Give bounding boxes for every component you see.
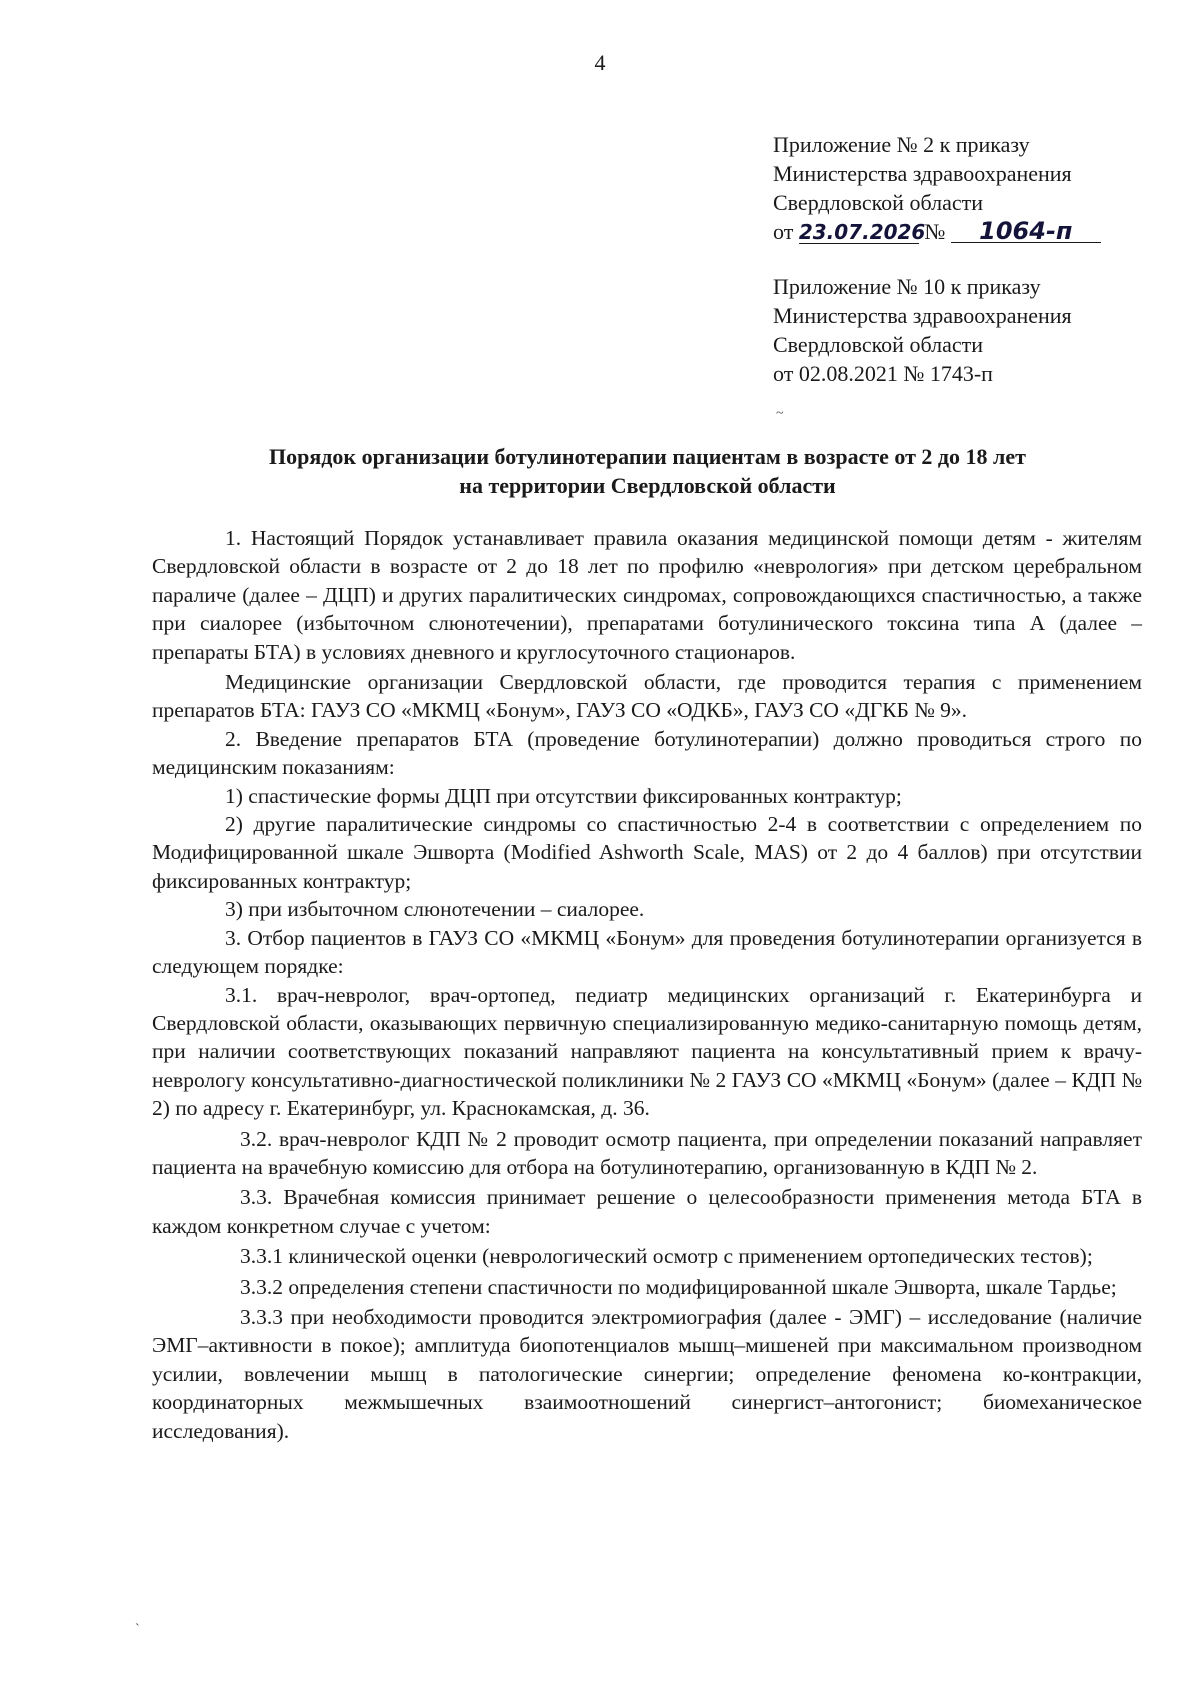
paragraph-2-item-2: 2) другие паралитические синдромы со спастичностью 2-4 в соответствии с определением по Модифицированной шкале Эшворта (Modified Ashworth Scale, MAS) от 2 до 4 баллов) при отсутствии фиксированных контрактур; [152, 812, 1142, 893]
paragraph-2-item-1: 1) спастические формы ДЦП при отсутствии фиксированных контрактур; [225, 783, 902, 808]
document-body [152, 524, 1142, 1445]
scan-speck: ~ [776, 406, 784, 421]
scan-speck: ` [135, 1622, 140, 1637]
appendix-original-order [773, 272, 1072, 388]
paragraph-organizations: Медицинские организации Свердловской области, где проводится терапия с применением препаратов БТА: ГАУЗ СО «МКМЦ «Бонум», ГАУЗ СО «ОДКБ», ГАУЗ СО «ДГКБ № 9». [152, 670, 1142, 723]
title-line2: на территории Свердловской области [459, 473, 836, 498]
paragraph-3: 3. Отбор пациентов в ГАУЗ СО «МКМЦ «Бонум» для проведения ботулинотерапии организуется в следующем порядке: [152, 925, 1142, 979]
paragraph-3-3-2: 3.3.2 определения степени спастичности по модифицированной шкале Эшворта, шкале Тардье; [240, 1274, 1117, 1299]
title-line1: Порядок организации ботулинотерапии пациентам в возрасте от 2 до 18 лет [269, 444, 1026, 469]
appendix-current-line2: Министерства здравоохранения [773, 161, 1072, 186]
appendix-original-line2: Министерства здравоохранения [773, 303, 1072, 328]
appendix-current-line3: Свердловской области [773, 190, 983, 215]
handwritten-order-number: 1064-п [951, 220, 1101, 243]
paragraph-3-1: 3.1. врач-невролог, врач-ортопед, педиатр медицинских организаций г. Екатеринбурга и Свердловской области, оказывающих первичную специализированную медико-санитарную помощь детям, при наличии соответствующих показаний направляют пациента на консультативный прием к врачу-неврологу консультативно-диагностической поликлиники № 2 ГАУЗ СО «МКМЦ «Бонум» (далее – КДП № 2) по адресу г. Екатеринбург, ул. Краснокамская, д. 36. [152, 982, 1142, 1121]
paragraph-3-3: 3.3. Врачебная комиссия принимает решение о целесообразности применения метода БТА в каждом конкретном случае с учетом: [152, 1185, 1142, 1238]
page-number: 4 [594, 50, 606, 75]
paragraph-3-3-3: 3.3.3 при необходимости проводится электромиография (далее - ЭМГ) – исследование (наличие ЭМГ–активности в покое); амплитуда биопотенциалов мышц–мишеней при максимальном производном усилии, вовлечении мышц в патологические синергии; определение феномена ко-контракции, координаторных межмышечных взаимоотношений синергист–антогонист; биомеханическое исследования). [152, 1304, 1142, 1443]
document-title [150, 442, 1145, 500]
handwritten-date: 23.07.2026 [798, 220, 926, 244]
number-label: № [924, 219, 946, 244]
appendix-current-date-number-line [773, 217, 1101, 246]
appendix-current-line1: Приложение № 2 к приказу [773, 132, 1030, 157]
appendix-original-line4: от 02.08.2021 № 1743-п [773, 361, 993, 386]
appendix-original-line3: Свердловской области [773, 332, 983, 357]
paragraph-2-item-3: 3) при избыточном слюнотечении – сиалорее. [225, 897, 645, 922]
appendix-original-line1: Приложение № 10 к приказу [773, 274, 1041, 299]
paragraph-3-3-1: 3.3.1 клинической оценки (неврологический осмотр с применением ортопедических тестов); [240, 1244, 1093, 1269]
paragraph-1: 1. Настоящий Порядок устанавливает правила оказания медицинской помощи детям - жителям Свердловской области в возрасте от 2 до 18 лет по профилю «неврология» при детском церебральном параличе (далее – ДЦП) и других паралитических синдромах, сопровождающихся спастичностью, а также при сиалорее (избыточном слюнотечении), препаратами ботулинического токсина типа А (далее – препараты БТА) в условиях дневного и круглосуточного стационаров. [152, 526, 1142, 664]
from-label: от [773, 219, 794, 244]
appendix-current-order [773, 130, 1101, 246]
paragraph-3-2: 3.2. врач-невролог КДП № 2 проводит осмотр пациента, при определении показаний направляет пациента на врачебную комиссию для отбора на ботулинотерапию, организованную в КДП № 2. [152, 1126, 1142, 1179]
paragraph-2: 2. Введение препаратов БТА (проведение ботулинотерапии) должно проводиться строго по медицинским показаниям: [152, 726, 1142, 780]
